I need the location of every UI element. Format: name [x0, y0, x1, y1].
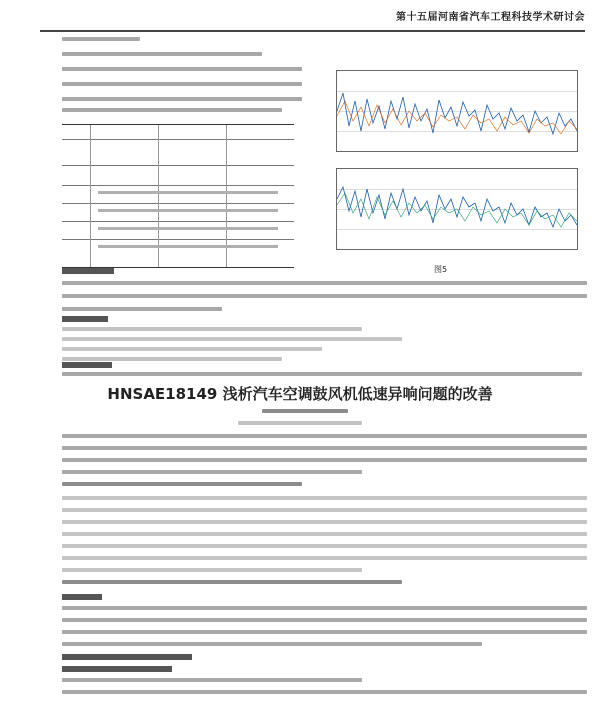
header-rule	[40, 30, 585, 32]
figure-5	[318, 64, 586, 260]
spectrum-panel-top	[336, 70, 578, 152]
paper-title: HNSAE18149 浅析汽车空调鼓风机低速异响问题的改善	[107, 385, 493, 403]
data-table	[62, 124, 294, 268]
spectrum-plot-bottom	[337, 169, 577, 249]
spectrum-panel-bottom	[336, 168, 578, 250]
spectrum-plot-top	[337, 71, 577, 151]
running-header: 第十五届河南省汽车工程科技学术研讨会	[396, 12, 585, 23]
figure-caption: 图5	[434, 265, 448, 274]
